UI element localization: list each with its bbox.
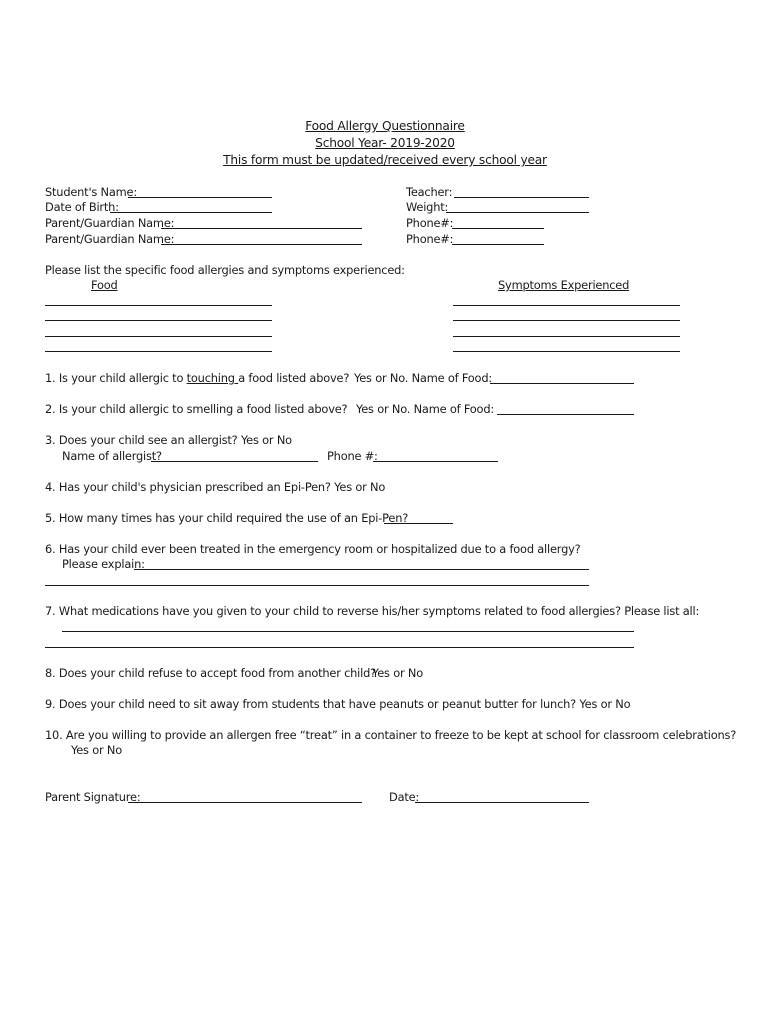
question-4: 4. Has your child's physician prescribed an Epi-Pen? Yes or No	[45, 480, 386, 494]
allergist-name-field[interactable]	[151, 461, 318, 462]
question-7: 7. What medications have you given to your child to reverse his/her symptoms related to food allergies? Please list all:	[45, 604, 700, 618]
question-6-explain-label: Please explain:	[62, 557, 145, 571]
question-2: 2. Is your child allergic to smelling a food listed above?	[45, 402, 348, 416]
teacher-label: Teacher:	[406, 185, 453, 199]
question-5-field[interactable]	[384, 523, 453, 524]
weight-label: Weight:	[406, 200, 449, 214]
question-6-explain-field[interactable]	[134, 569, 589, 570]
parent-name-2-field[interactable]	[161, 244, 362, 245]
question-1-prefix: 1. Is your child allergic to	[45, 371, 187, 385]
parent-signature-field[interactable]	[128, 802, 362, 803]
phone-1-label: Phone#:	[406, 216, 454, 230]
food-line-2[interactable]	[45, 320, 272, 321]
school-year: School Year- 2019-2020	[315, 136, 455, 150]
allergy-list-prompt: Please list the specific food allergies and symptoms experienced:	[45, 263, 405, 277]
phone-2-field[interactable]	[452, 244, 544, 245]
question-1-emphasis: touching	[186, 371, 239, 385]
question-7-line-1[interactable]	[62, 631, 634, 632]
question-10: 10. Are you willing to provide an allergen free “treat” in a container to freeze to be kept at school for classroom celebrations?	[45, 728, 737, 742]
question-5: 5. How many times has your child required the use of an Epi-Pen?	[45, 511, 409, 525]
question-3: 3. Does your child see an allergist? Yes or No	[45, 433, 292, 447]
update-instruction: This form must be updated/received every school year	[223, 153, 547, 167]
question-1-suffix: a food listed above?	[238, 371, 350, 385]
question-8: 8. Does your child refuse to accept food from another child?	[45, 666, 376, 680]
symptoms-column-header: Symptoms Experienced	[498, 278, 630, 292]
food-line-4[interactable]	[45, 351, 272, 352]
allergist-name-label: Name of allergist?	[62, 449, 162, 463]
symptom-line-4[interactable]	[453, 351, 680, 352]
allergist-phone-field[interactable]	[373, 461, 498, 462]
phone-1-field[interactable]	[452, 228, 544, 229]
question-2-food-field[interactable]	[497, 414, 634, 415]
signature-date-label: Date:	[389, 790, 420, 804]
question-9: 9. Does your child need to sit away from students that have peanuts or peanut butter for lunch? Yes or No	[45, 697, 631, 711]
question-1	[45, 371, 349, 385]
question-6-explain-line-2[interactable]	[45, 585, 589, 586]
phone-2-label: Phone#:	[406, 232, 454, 246]
parent-name-1-field[interactable]	[161, 228, 362, 229]
symptom-line-3[interactable]	[453, 336, 680, 337]
teacher-field[interactable]	[454, 197, 589, 198]
weight-field[interactable]	[446, 212, 589, 213]
food-line-3[interactable]	[45, 336, 272, 337]
student-name-label: Student's Name:	[45, 185, 137, 199]
question-1-answer: Yes or No. Name of Food:	[354, 371, 492, 385]
form-title: Food Allergy Questionnaire	[305, 119, 465, 133]
symptom-line-1[interactable]	[453, 305, 680, 306]
question-6: 6. Has your child ever been treated in the emergency room or hospitalized due to a food allergy?	[45, 542, 581, 556]
date-of-birth-label: Date of Birth:	[45, 200, 119, 214]
student-name-field[interactable]	[128, 197, 272, 198]
allergist-phone-label: Phone #:	[327, 449, 378, 463]
parent-name-1-label: Parent/Guardian Name:	[45, 216, 175, 230]
symptom-line-2[interactable]	[453, 320, 680, 321]
question-8-answer: Yes or No	[372, 666, 423, 680]
parent-signature-label: Parent Signature:	[45, 790, 141, 804]
signature-date-field[interactable]	[415, 802, 589, 803]
question-1-food-field[interactable]	[490, 383, 634, 384]
parent-name-2-label: Parent/Guardian Name:	[45, 232, 175, 246]
question-10-answer: Yes or No	[71, 743, 122, 757]
date-of-birth-field[interactable]	[110, 212, 272, 213]
question-7-line-2[interactable]	[45, 647, 634, 648]
food-column-header: Food	[91, 278, 118, 292]
food-line-1[interactable]	[45, 305, 272, 306]
question-2-answer: Yes or No. Name of Food:	[356, 402, 494, 416]
